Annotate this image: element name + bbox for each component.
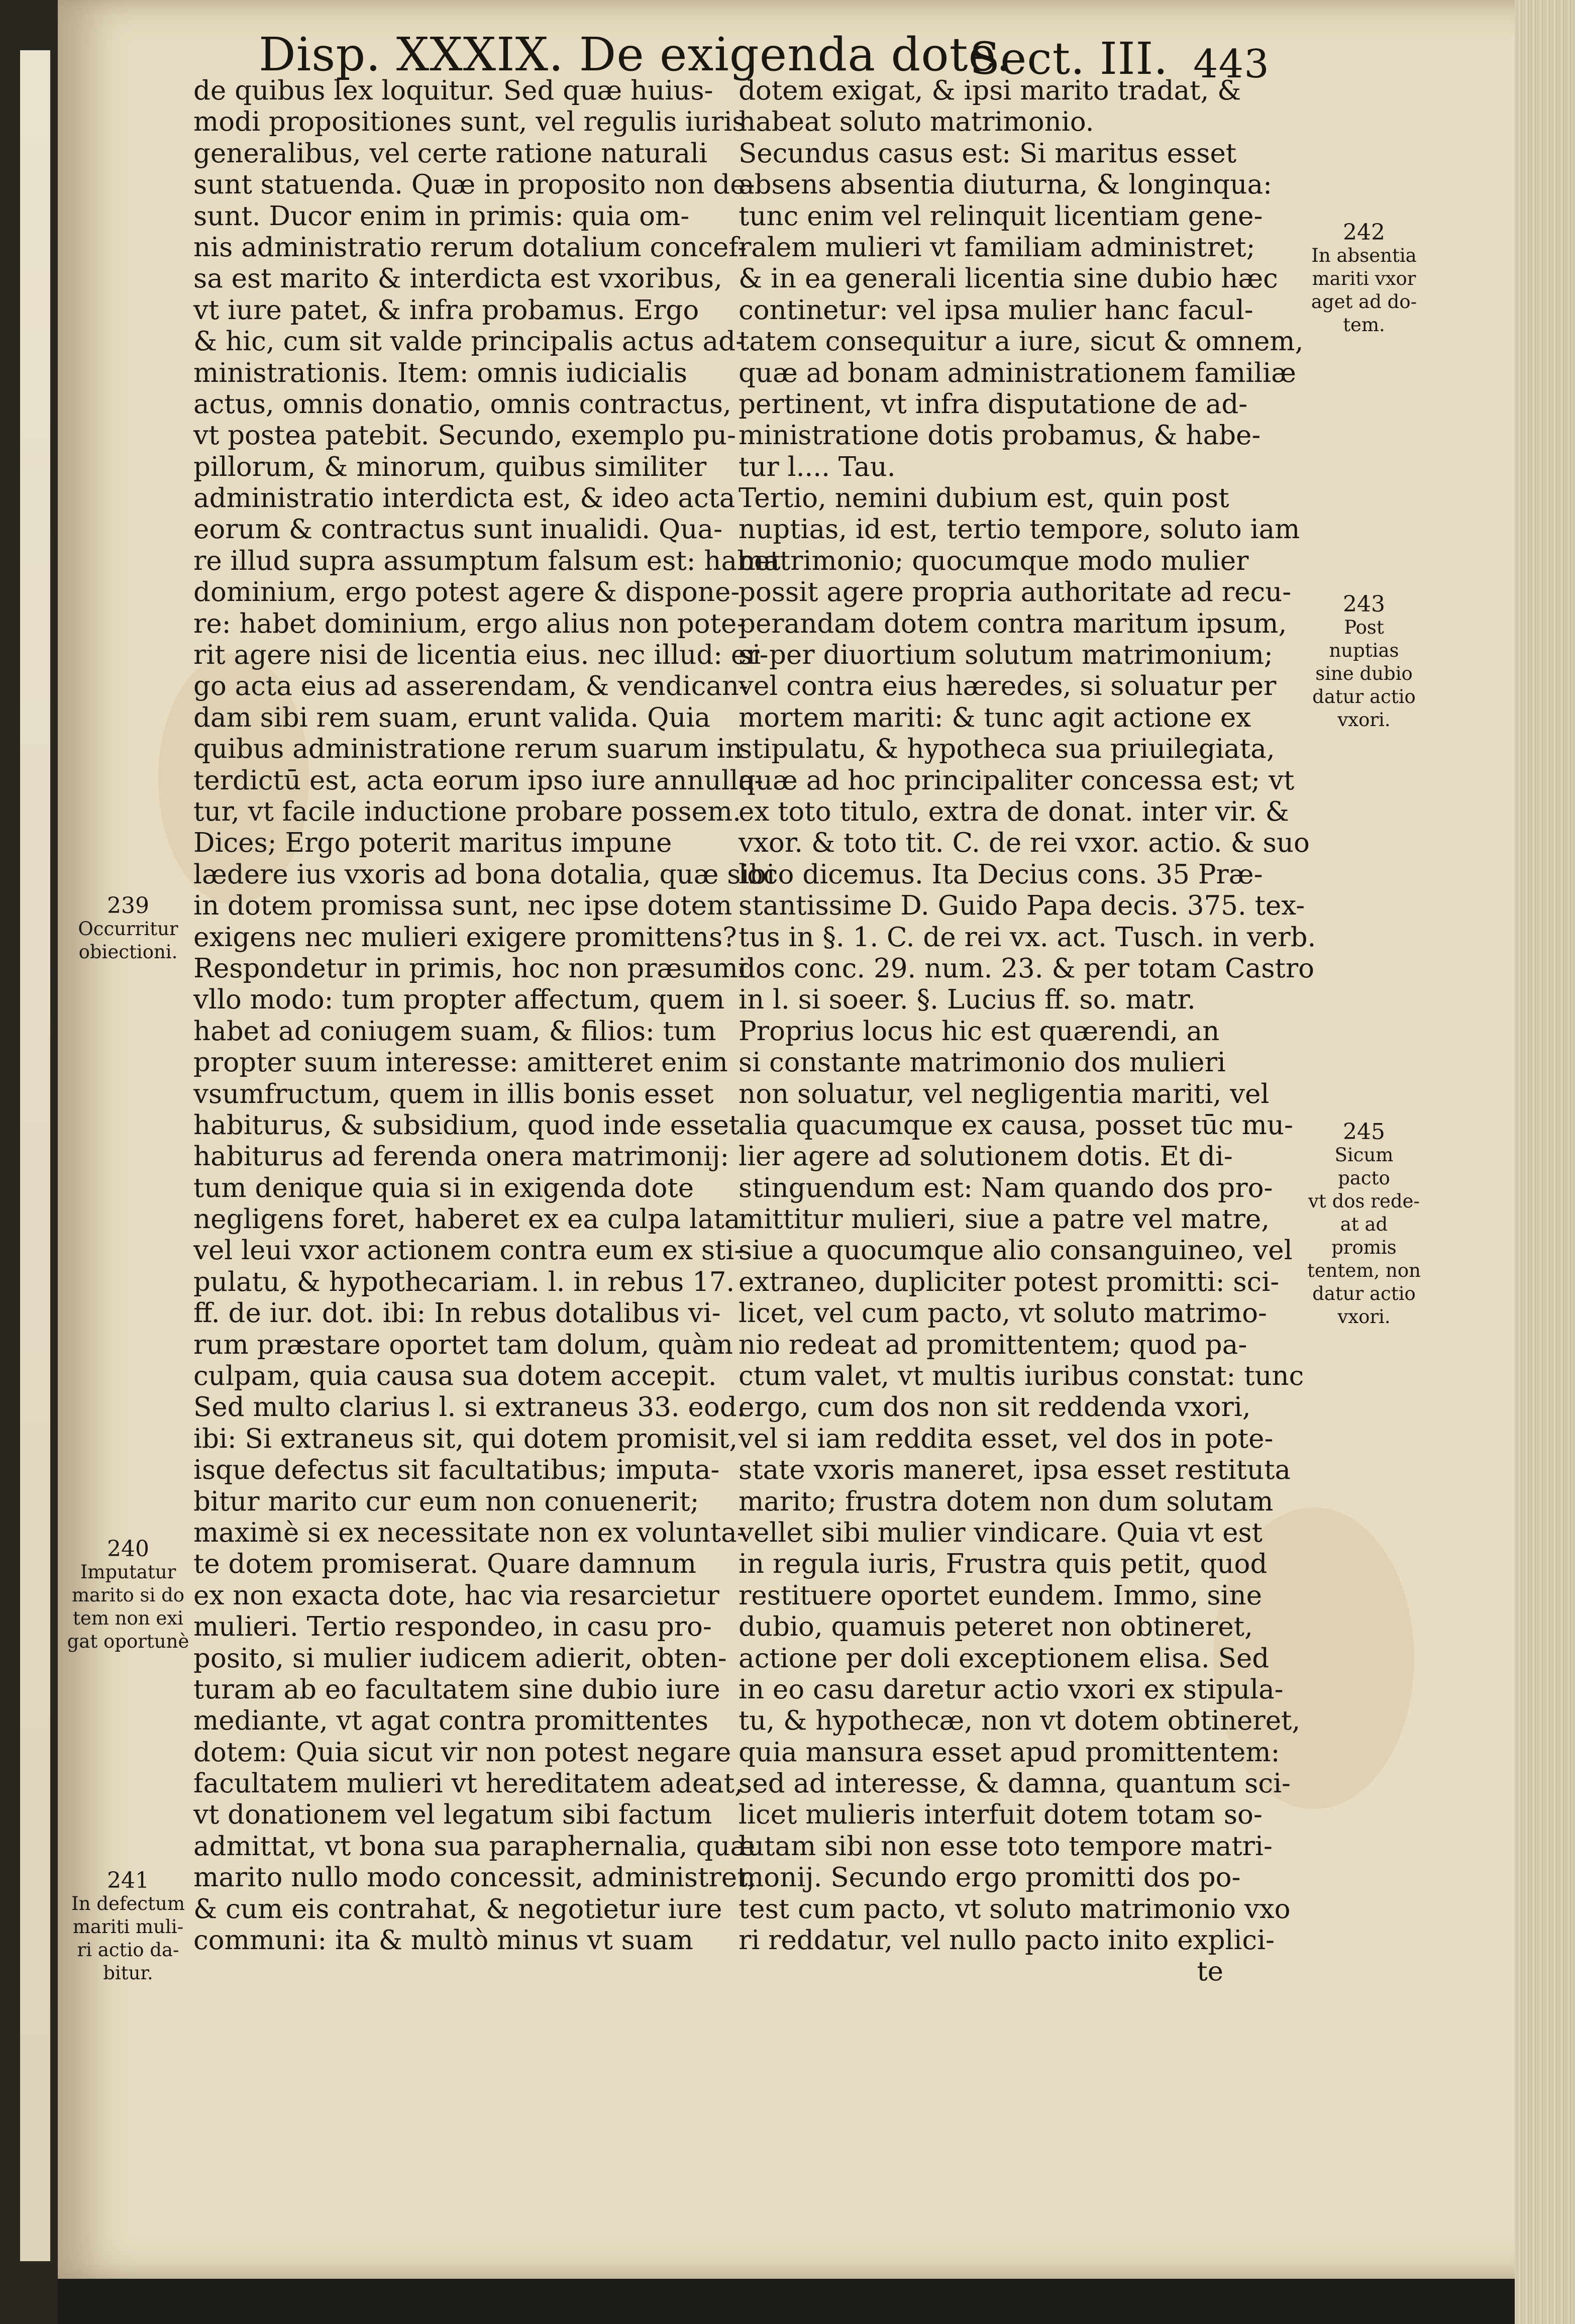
margin-note-239 [63, 894, 193, 964]
text-line: ministrationis. Item: omnis iudicialis [193, 357, 688, 388]
text-line: matrimonio; quocumque modo mulier [739, 545, 1249, 576]
text-line: pillorum, & minorum, quibus similiter [193, 451, 707, 482]
text-line: si per diuortium solutum matrimonium; [739, 640, 1273, 671]
text-line: administratio interdicta est, & ideo acta [193, 483, 736, 514]
margin-note-line: tentem, non [1307, 1260, 1421, 1281]
text-line: mittitur mulieri, siue a patre vel matre, [739, 1204, 1270, 1235]
text-line: marito nullo modo concessit, administret, [193, 1862, 757, 1893]
text-line: propter suum interesse: amitteret enim [193, 1047, 728, 1078]
text-line: bitur marito cur eum non conuenerit; [193, 1486, 699, 1517]
previous-page-edge [0, 0, 58, 2324]
text-line: generalibus, vel certe ratione naturali [193, 138, 708, 169]
text-line: monij. Secundo ergo promitti dos po- [739, 1862, 1241, 1893]
text-line: dotem exigat, & ipsi marito tradat, & [739, 75, 1241, 106]
text-line: facultatem mulieri vt hereditatem adeat, [193, 1768, 743, 1799]
margin-note-line: aget ad do- [1311, 291, 1417, 313]
text-line: state vxoris maneret, ipsa esset restituta [739, 1455, 1291, 1486]
text-line: culpam, quia causa sua dotem accepit. [193, 1361, 717, 1392]
text-line: mediante, vt agat contra promittentes [193, 1705, 709, 1737]
text-line: perandam dotem contra maritum ipsum, [739, 608, 1287, 639]
text-line: habet ad coniugem suam, & filios: tum [193, 1016, 716, 1047]
right-text-column [739, 75, 1316, 1988]
text-line: quæ ad bonam administrationem familiæ [739, 357, 1296, 388]
margin-note-240 [63, 1538, 193, 1653]
margin-note-245 [1306, 1121, 1422, 1329]
text-line: tur, vt facile inductione probare possem. [193, 796, 742, 827]
margin-note-number: 239 [107, 893, 149, 919]
page-number: 443 [1193, 42, 1270, 87]
margin-note-line: vxori. [1337, 709, 1391, 731]
text-line: vllo modo: tum propter affectum, quem [193, 984, 725, 1016]
text-line: ibi: Si extraneus sit, qui dotem promisit, [193, 1423, 738, 1454]
text-line: te [1197, 1956, 1223, 1987]
margin-note-line: tem. [1343, 314, 1385, 336]
text-line: terdictū est, acta eorum ipso iure annulla- [193, 765, 764, 796]
margin-note-line: Occurritur [78, 918, 178, 940]
margin-note-line: Post nuptias [1329, 617, 1399, 661]
text-line: ergo, cum dos non sit reddenda vxori, [739, 1392, 1251, 1423]
text-line: rit agere nisi de licentia eius. nec illud: er- [193, 640, 769, 671]
text-line: dubio, quamuis peteret non obtineret, [739, 1611, 1253, 1643]
header-section: Sect. III. [970, 33, 1169, 84]
margin-note-line: Imputatur [80, 1561, 176, 1583]
text-line: habiturus, & subsidium, quod inde esset [193, 1109, 740, 1141]
text-line: ex toto titulo, extra de donat. inter vir. & [739, 796, 1289, 827]
margin-note-line: In absentia [1311, 245, 1417, 266]
text-line: Sed multo clarius l. si extraneus 33. eod. [193, 1392, 746, 1423]
text-line: in eo casu daretur actio vxori ex stipula- [739, 1674, 1284, 1705]
margin-note-line: Sicum pacto [1334, 1144, 1394, 1189]
text-line: vel si iam reddita esset, vel dos in pote- [739, 1423, 1274, 1454]
text-line: exigens nec mulieri exigere promittens? [193, 922, 737, 953]
text-line: tum denique quia si in exigenda dote [193, 1172, 694, 1203]
margin-note-line: obiectioni. [78, 941, 178, 963]
text-line: restituere oportet eundem. Immo, sine [739, 1580, 1262, 1611]
text-line: actus, omnis donatio, omnis contractus, [193, 388, 731, 420]
text-line: marito; frustra dotem non dum solutam [739, 1486, 1274, 1517]
margin-note-line: gat oportunè [67, 1631, 189, 1652]
text-line: nis administratio rerum dotalium concef- [193, 232, 747, 263]
text-line: Respondetur in primis, hoc non præsumi [193, 953, 747, 984]
text-line: extraneo, dupliciter potest promitti: sci- [739, 1266, 1280, 1297]
text-line: habeat soluto matrimonio. [739, 107, 1094, 138]
text-line: Tertio, nemini dubium est, quin post [739, 483, 1229, 514]
text-line: admittat, vt bona sua paraphernalia, quæ [193, 1831, 756, 1862]
text-line: in regula iuris, Frustra quis petit, quod [739, 1549, 1268, 1580]
margin-note-line: tem non exi [73, 1607, 183, 1629]
text-line: lutam sibi non esse toto tempore matri- [739, 1831, 1273, 1862]
margin-note-line: sine dubio [1315, 663, 1413, 684]
text-line: continetur: vel ipsa mulier hanc facul- [739, 294, 1253, 326]
margin-note-241 [63, 1869, 193, 1985]
text-line: vellet sibi mulier vindicare. Quia vt est [739, 1517, 1263, 1548]
text-line: nuptias, id est, tertio tempore, soluto iam [739, 514, 1300, 545]
text-line: sed ad interesse, & damna, quantum sci- [739, 1768, 1291, 1799]
text-line: modi propositiones sunt, vel regulis iuris [193, 107, 746, 138]
text-line: negligens foret, haberet ex ea culpa lata [193, 1204, 741, 1235]
margin-note-line: vt dos rede- [1308, 1190, 1420, 1212]
text-line: tus in §. 1. C. de rei vx. act. Tusch. in verb. [739, 922, 1316, 953]
margin-note-line: vxori. [1337, 1306, 1391, 1328]
text-line: re: habet dominium, ergo alius non pote- [193, 608, 746, 639]
text-line: loco dicemus. Ita Decius cons. 35 Præ- [739, 859, 1263, 890]
text-line: tunc enim vel relinquit licentiam gene- [739, 200, 1263, 232]
margin-note-line: mariti muli- [72, 1916, 184, 1938]
text-line: quia mansura esset apud promittentem: [739, 1737, 1280, 1768]
text-line: lier agere ad solutionem dotis. Et di- [739, 1141, 1233, 1172]
text-line: dominium, ergo potest agere & dispone- [193, 577, 740, 608]
margin-note-line: bitur. [103, 1962, 153, 1984]
text-line: in l. si soeer. §. Lucius ff. so. matr. [739, 984, 1196, 1016]
running-header [193, 28, 1475, 87]
margin-note-line: In defectum [71, 1893, 185, 1914]
text-line: sunt. Ducor enim in primis: quia om- [193, 200, 690, 232]
text-line: vsumfructum, quem in illis bonis esset [193, 1078, 714, 1109]
text-line: in dotem promissa sunt, nec ipse dotem [193, 890, 732, 922]
text-line: habiturus ad ferenda onera matrimonij: [193, 1141, 729, 1172]
margin-note-242 [1306, 221, 1422, 337]
margin-note-number: 242 [1343, 220, 1385, 245]
text-line: & hic, cum sit valde principalis actus ad- [193, 326, 745, 357]
text-line: maximè si ex necessitate non ex volunta- [193, 1517, 746, 1548]
book-page-edges [1515, 0, 1575, 2324]
text-line: alia quacumque ex causa, posset tūc mu- [739, 1109, 1293, 1141]
margin-note-number: 245 [1343, 1119, 1385, 1145]
text-line: go acta eius ad asserendam, & vendican- [193, 671, 748, 702]
text-line: absens absentia diuturna, & longinqua: [739, 169, 1272, 200]
margin-note-line: marito si do [71, 1584, 185, 1606]
text-line: & cum eis contrahat, & negotietur iure [193, 1893, 722, 1925]
text-line: quæ ad hoc principaliter concessa est; vt [739, 765, 1295, 796]
text-line: te dotem promiserat. Quare damnum [193, 1549, 697, 1580]
text-line: ralem mulieri vt familiam administret; [739, 232, 1255, 263]
margin-note-line: datur actio [1312, 1283, 1416, 1304]
margin-note-line: ri actio da- [77, 1939, 179, 1961]
text-line: sunt statuenda. Quæ in proposito non de- [193, 169, 755, 200]
text-line: Secundus casus est: Si maritus esset [739, 138, 1237, 169]
text-line: non soluatur, vel negligentia mariti, vel [739, 1078, 1270, 1109]
text-line: ff. de iur. dot. ibi: In rebus dotalibus vi- [193, 1298, 721, 1329]
margin-note-number: 240 [107, 1536, 149, 1562]
text-line: rum præstare oportet tam dolum, quàm [193, 1329, 733, 1360]
left-text-column [193, 75, 781, 1956]
margin-note-line: datur actio [1312, 686, 1416, 708]
text-line: Proprius locus hic est quærendi, an [739, 1016, 1220, 1047]
text-line: test cum pacto, vt soluto matrimonio vxo [739, 1893, 1291, 1925]
header-title: Disp. XXXIX. De exigenda dote. [259, 28, 1012, 81]
margin-note-243 [1306, 593, 1422, 732]
text-line: posito, si mulier iudicem adierit, obten- [193, 1643, 727, 1674]
margin-note-line: mariti vxor [1312, 268, 1416, 289]
text-line: possit agere propria authoritate ad recu- [739, 577, 1292, 608]
text-line: vxor. & toto tit. C. de rei vxor. actio. & suo [739, 828, 1310, 859]
text-line: eorum & contractus sunt inualidi. Qua- [193, 514, 722, 545]
text-line: & in ea generali licentia sine dubio hæc [739, 263, 1278, 294]
text-line: turam ab eo facultatem sine dubio iure [193, 1674, 720, 1705]
text-line: nio redeat ad promittentem; quod pa- [739, 1329, 1247, 1360]
text-line: licet mulieris interfuit dotem totam so- [739, 1799, 1263, 1831]
margin-note-line: at ad promis [1331, 1214, 1397, 1258]
text-line: Dices; Ergo poterit maritus impune [193, 828, 672, 859]
text-line: pertinent, vt infra disputatione de ad- [739, 388, 1248, 420]
text-line: stinguendum est: Nam quando dos pro- [739, 1172, 1273, 1203]
text-line: tur l.... Tau. [739, 451, 896, 482]
text-line: re illud supra assumptum falsum est: habet [193, 545, 781, 576]
text-line: sa est marito & interdicta est vxoribus, [193, 263, 722, 294]
text-line: de quibus lex loquitur. Sed quæ huius- [193, 75, 713, 106]
text-line: ctum valet, vt multis iuribus constat: tunc [739, 1361, 1304, 1392]
text-line: stantissime D. Guido Papa decis. 375. tex- [739, 890, 1305, 922]
text-line: isque defectus sit facultatibus; imputa- [193, 1455, 720, 1486]
text-line: mulieri. Tertio respondeo, in casu pro- [193, 1611, 712, 1643]
text-line: si constante matrimonio dos mulieri [739, 1047, 1226, 1078]
text-line: ministratione dotis probamus, & habe- [739, 420, 1261, 451]
margin-note-number: 241 [107, 1868, 149, 1893]
text-line: ex non exacta dote, hac via resarcietur [193, 1580, 719, 1611]
text-line: dotem: Quia sicut vir non potest negare [193, 1737, 731, 1768]
text-line: vt donationem vel legatum sibi factum [193, 1799, 712, 1831]
text-line: communi: ita & multò minus vt suam [193, 1925, 693, 1956]
text-line: vt postea patebit. Secundo, exemplo pu- [193, 420, 736, 451]
text-line: lædere ius vxoris ad bona dotalia, quæ sibi [193, 859, 775, 890]
margin-note-number: 243 [1343, 591, 1385, 617]
text-line: licet, vel cum pacto, vt soluto matrimo- [739, 1298, 1267, 1329]
text-line: ri reddatur, vel nullo pacto inito explici- [739, 1925, 1275, 1956]
text-line: dos conc. 29. num. 23. & per totam Castro [739, 953, 1315, 984]
text-line: siue a quocumque alio consanguineo, vel [739, 1235, 1293, 1266]
text-line: vel leui vxor actionem contra eum ex sti- [193, 1235, 744, 1266]
text-line: pulatu, & hypothecariam. l. in rebus 17. [193, 1266, 735, 1297]
text-line: tu, & hypothecæ, non vt dotem obtineret, [739, 1705, 1301, 1737]
text-line: mortem mariti: & tunc agit actione ex [739, 702, 1251, 733]
text-line: quibus administratione rerum suarum in [193, 734, 743, 765]
text-line: vel contra eius hæredes, si soluatur per [739, 671, 1277, 702]
text-line: actione per doli exceptionem elisa. Sed [739, 1643, 1270, 1674]
text-line: dam sibi rem suam, erunt valida. Quia [193, 702, 711, 733]
text-line: stipulatu, & hypotheca sua priuilegiata, [739, 734, 1275, 765]
text-line: vt iure patet, & infra probamus. Ergo [193, 294, 699, 326]
text-line: tatem consequitur a iure, sicut & omnem, [739, 326, 1304, 357]
